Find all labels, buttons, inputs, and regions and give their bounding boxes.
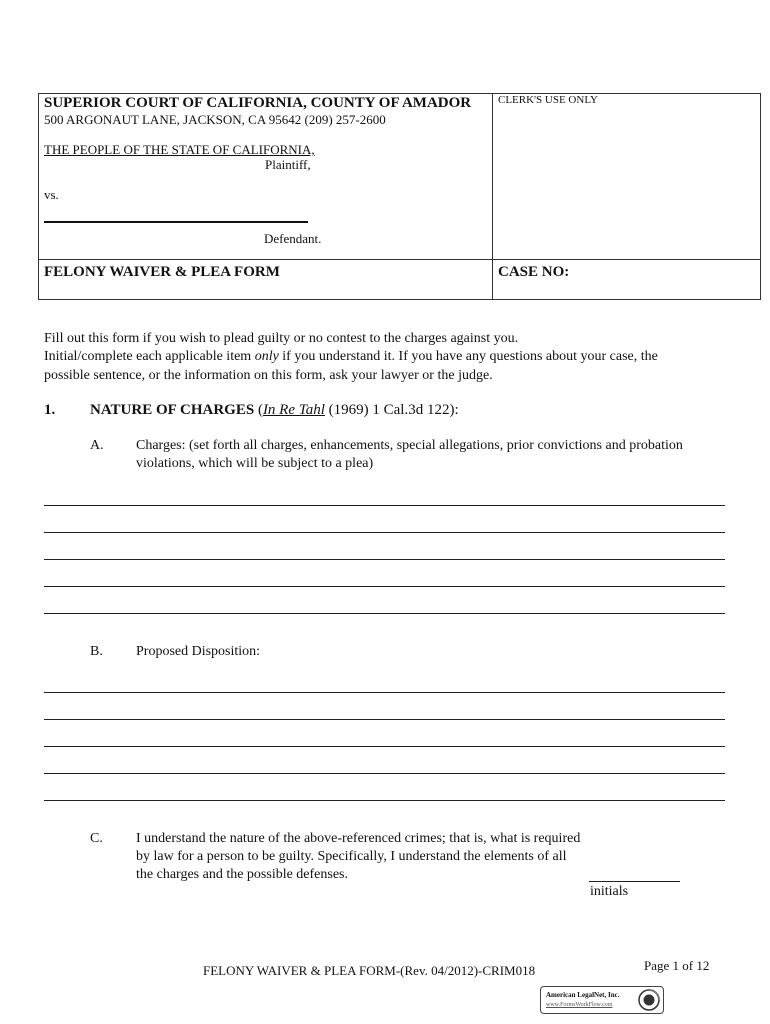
court-name: SUPERIOR COURT OF CALIFORNIA, COUNTY OF AMADOR [44,95,472,111]
item-b-letter: B. [90,644,103,659]
charges-line-5[interactable] [44,613,725,614]
caption-divider-vertical [492,93,493,300]
disposition-line-1[interactable] [44,692,725,693]
section-1-cite-open: ( [254,402,263,418]
section-1-heading [90,402,459,419]
footer-form-id: FELONY WAIVER & PLEA FORM-(Rev. 04/2012)-CRIM018 [203,963,536,978]
plaintiff-name: THE PEOPLE OF THE STATE OF CALIFORNIA, [44,142,315,157]
item-a-letter: A. [90,438,104,453]
disposition-line-5[interactable] [44,800,725,801]
intro-line-2b: if you understand it. If you have any questions about your case, the [278,349,658,364]
vs-label: vs. [44,187,59,202]
intro-line-2a: Initial/complete each applicable item [44,349,255,364]
item-c-text-2: by law for a person to be guilty. Specifically, I understand the elements of all [136,849,567,864]
section-1-cite-case: In Re Tahl [262,402,325,418]
form-title: FELONY WAIVER & PLEA FORM [44,264,280,280]
charges-line-3[interactable] [44,559,725,560]
case-no-label: CASE NO: [498,264,570,280]
section-1-title: NATURE OF CHARGES [90,402,255,418]
court-address: 500 ARGONAUT LANE, JACKSON, CA 95642 (209) 257-2600 [44,112,386,127]
section-1-cite-rest: (1969) 1 Cal.3d 122): [324,402,459,418]
publisher-logo [540,986,664,1014]
item-c-text-3: the charges and the possible defenses. [136,867,349,882]
disposition-line-4[interactable] [44,773,725,774]
initials-label: initials [590,884,629,899]
defendant-name-line[interactable] [44,221,308,223]
clerk-use-only-label: CLERK'S USE ONLY [498,94,598,106]
intro-line-1: Fill out this form if you wish to plead guilty or no contest to the charges against you. [44,331,519,346]
charges-line-2[interactable] [44,532,725,533]
publisher-emblem-icon [637,988,661,1012]
item-a-text-2: violations, which will be subject to a plea) [136,456,374,471]
item-c-text-1: I understand the nature of the above-referenced crimes; that is, what is required [136,831,581,846]
plaintiff-label: Plaintiff, [265,157,311,172]
defendant-label: Defendant. [264,231,322,246]
charges-line-1[interactable] [44,505,725,506]
page-number: Page 1 of 12 [644,958,710,973]
publisher-url: www.FormsWorkFlow.com [546,1002,613,1008]
section-1-number: 1. [44,402,56,418]
initials-line[interactable] [589,881,680,882]
intro-line-2-emphasis: only [254,349,279,364]
intro-line-2 [44,349,658,365]
item-c-letter: C. [90,831,103,846]
item-b-text: Proposed Disposition: [136,644,261,659]
item-a-text-1: Charges: (set forth all charges, enhancements, special allegations, prior convictions and probation [136,438,683,453]
disposition-line-2[interactable] [44,719,725,720]
disposition-line-3[interactable] [44,746,725,747]
charges-line-4[interactable] [44,586,725,587]
intro-line-3: possible sentence, or the information on this form, ask your lawyer or the judge. [44,368,493,383]
publisher-name: American LegalNet, Inc. [546,991,620,999]
caption-divider-horizontal [38,259,761,260]
